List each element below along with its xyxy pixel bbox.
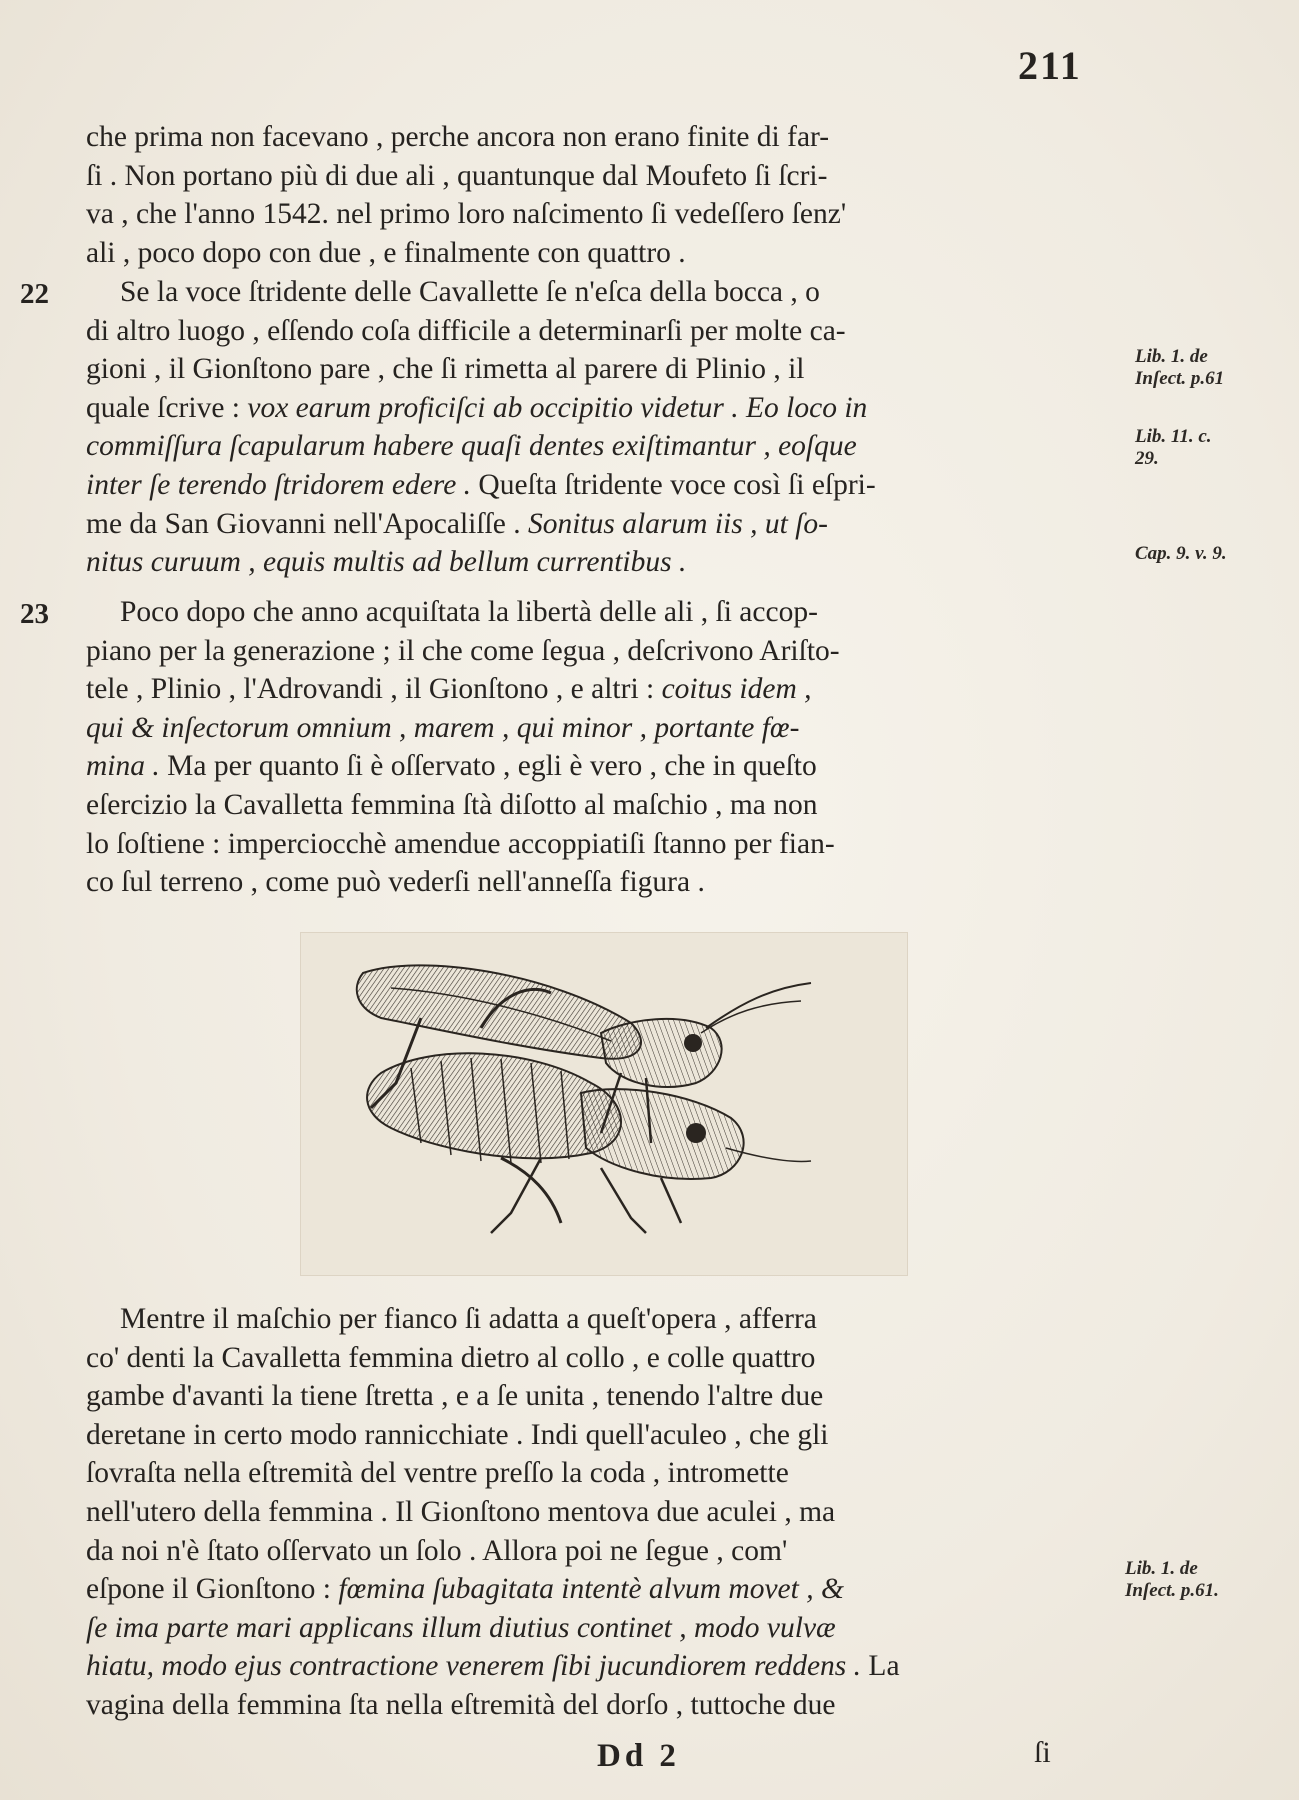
text-line (86, 1686, 1111, 1725)
latin-quote: mina . (86, 750, 160, 783)
text-line (86, 863, 1111, 902)
grasshopper-engraving-icon (301, 933, 907, 1275)
paragraph-number-23: 23 (20, 598, 49, 630)
margin-note-line: Inſect. p.61 (1135, 368, 1225, 389)
roman-text: Ma per quanto ſi è oſſervato , egli è vero , che in queſto (159, 750, 817, 783)
text-line (86, 1454, 1111, 1493)
text-line (86, 1609, 1111, 1648)
latin-quote: inter ſe terendo ſtridorem edere . (86, 468, 472, 501)
margin-note-1 (1135, 346, 1224, 390)
roman-text: di altro luogo , eſſendo coſa difficile a determinarſi per molte ca- (86, 314, 846, 347)
roman-text: nell'utero della femmina . Il Gionſtono mentova due aculei , ma (86, 1495, 836, 1528)
text-line (86, 786, 1111, 825)
roman-text: eſpone il Gionſtono : (86, 1573, 339, 1606)
text-line (86, 1339, 1111, 1378)
roman-text: vagina della femmina ſta nella eſtremità del dorſo , tuttoche due (86, 1688, 836, 1721)
roman-text: deretane in certo modo rannicchiate . Indi quell'aculeo , che gli (86, 1418, 829, 1451)
text-line (86, 1416, 1111, 1455)
text-line (86, 505, 1111, 544)
text-line (86, 1493, 1111, 1532)
margin-note-line: Lib. 1. de (1135, 346, 1208, 367)
paragraph-4 (86, 1300, 1111, 1725)
roman-text: Mentre il maſchio per fianco ſi adatta a queſt'opera , afferra (120, 1303, 817, 1335)
text-line: va , che l'anno 1542. nel primo loro naſcimento ſi vedeſſero ſenz' (86, 198, 847, 231)
text-line (86, 1570, 1111, 1609)
roman-text: me da San Giovanni nell'Apocaliſſe . (86, 507, 528, 540)
roman-text: gioni , il Gionſtono pare , che ſi rimetta al parere di Plinio , il (86, 353, 805, 386)
text-line: che prima non facevano , perche ancora non erano finite di far- (86, 121, 830, 153)
text-line (86, 825, 1111, 864)
latin-quote: coitus idem , (661, 673, 812, 706)
text-line (86, 350, 1111, 389)
paragraph-2 (86, 273, 1111, 582)
text-line (86, 593, 1111, 632)
text-line (86, 273, 1111, 312)
text-line (86, 670, 1111, 709)
roman-text: gambe d'avanti la tiene ſtretta , e a ſe unita , tenendo l'altre due (86, 1380, 824, 1413)
latin-quote: qui & inſectorum omnium , marem , qui minor , portante fœ- (86, 711, 800, 744)
text-line (86, 747, 1111, 786)
text-line (86, 466, 1111, 505)
text-line (86, 709, 1111, 748)
roman-text: lo ſoſtiene : imperciocchè amendue accoppiatiſi ſtanno per fian- (86, 827, 835, 860)
latin-quote: fœmina ſubagitata intentè alvum movet , & (338, 1573, 844, 1606)
roman-text: Poco dopo che anno acquiſtata la libertà delle ali , ſi accop- (120, 596, 818, 628)
text-line (86, 1647, 1111, 1686)
margin-note-4 (1125, 1558, 1219, 1602)
catchword: ſi (1034, 1736, 1051, 1769)
roman-text: co' denti la Cavalletta femmina dietro al collo , e colle quattro (86, 1341, 816, 1374)
margin-note-line: 29. (1135, 448, 1159, 469)
latin-quote: nitus curuum , equis multis ad bellum currentibus . (86, 546, 687, 579)
roman-text: ſovraſta nella eſtremità del ventre preſſo la coda , intromette (86, 1457, 789, 1490)
roman-text: Se la voce ſtridente delle Cavallette ſe n'eſca della bocca , o (120, 276, 820, 308)
latin-quote: commiſſura ſcapularum habere quaſi dentes exiſtimantur , eoſque (86, 430, 857, 463)
text-line (86, 632, 1111, 671)
margin-note-2 (1135, 426, 1212, 470)
text-line (86, 1377, 1111, 1416)
text-line: ali , poco dopo con due , e finalmente con quattro . (86, 236, 686, 269)
text-line (86, 1532, 1111, 1571)
roman-text: La (861, 1650, 900, 1683)
margin-note-line: Lib. 11. c. (1135, 426, 1212, 447)
text-line (86, 1300, 1111, 1339)
latin-quote: ſe ima parte mari applicans illum diutius continet , modo vulvæ (86, 1611, 836, 1644)
roman-text: quale ſcrive : (86, 391, 248, 424)
text-line (86, 312, 1111, 351)
text-line: ſi . Non portano più di due ali , quantunque dal Moufeto ſi ſcri- (86, 159, 828, 192)
latin-quote: Sonitus alarum iis , ut ſo- (527, 507, 828, 540)
latin-quote: hiatu, modo ejus contractione venerem ſibi jucundiorem reddens . (86, 1650, 862, 1683)
roman-text: co ſul terreno , come può vederſi nell'anneſſa figura . (86, 866, 705, 899)
page-number: 211 (1018, 43, 1082, 88)
roman-text: piano per la generazione ; il che come ſegua , deſcrivono Ariſto- (86, 634, 840, 667)
margin-note-line: Lib. 1. de (1125, 1558, 1198, 1579)
grasshopper-engraving (300, 932, 908, 1276)
signature-mark: Dd 2 (597, 1738, 680, 1774)
roman-text: da noi n'è ſtato oſſervato un ſolo . Allora poi ne ſegue , com' (86, 1534, 788, 1567)
roman-text: tele , Plinio , l'Adrovandi , il Gionſtono , e altri : (86, 673, 662, 706)
paragraph-3 (86, 593, 1111, 902)
latin-quote: vox earum proficiſci ab occipitio videtur . Eo loco in (247, 391, 868, 424)
paragraph-1 (86, 118, 1111, 272)
paragraph-number-22: 22 (20, 278, 49, 310)
margin-note-line: Inſect. p.61. (1125, 1580, 1219, 1601)
roman-text: eſercizio la Cavalletta femmina ſtà diſotto al maſchio , ma non (86, 788, 818, 821)
roman-text: Queſta ſtridente voce così ſi eſpri- (471, 468, 876, 501)
text-line (86, 389, 1111, 428)
text-line (86, 543, 1111, 582)
margin-note-line: Cap. 9. v. 9. (1135, 543, 1227, 564)
text-line (86, 427, 1111, 466)
margin-note-3 (1135, 543, 1227, 565)
